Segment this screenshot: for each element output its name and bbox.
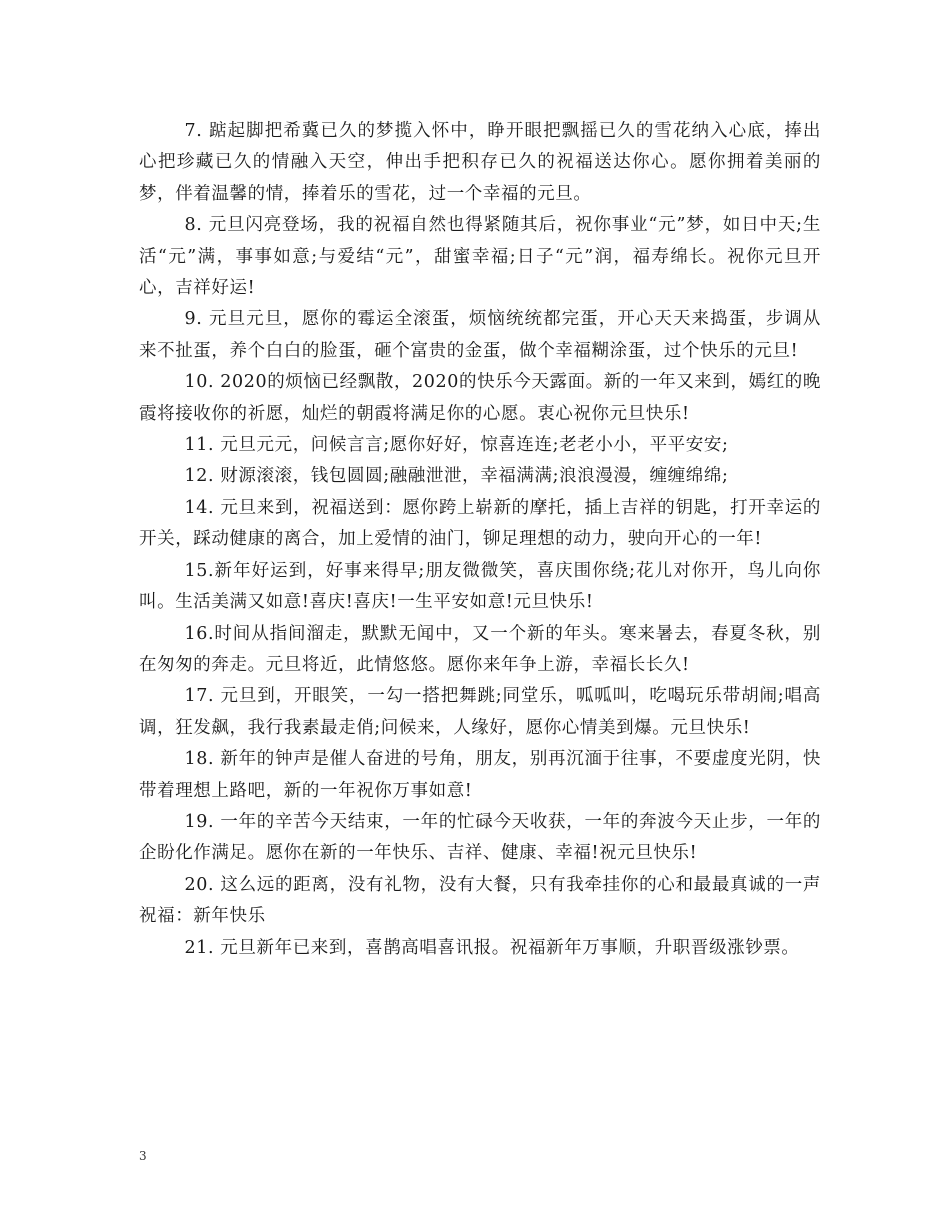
paragraph-11: 11. 元旦元元，问候言言;愿你好好，惊喜连连;老老小小，平平安安; — [184, 435, 729, 456]
paragraph-17: 17. 元旦到，开眼笑，一勾一搭把舞跳;同堂乐，呱呱叫，吃喝玩乐带胡闹;唱高调，狂发飙，我行我素最走俏;问候来，人缘好，愿你心情美到爆。元旦快乐! — [139, 686, 821, 738]
paragraph-16: 16.时间从指间溜走，默默无闻中，又一个新的年头。寒来暑去，春夏冬秋，别在匆匆的奔走。元旦将近，此情悠悠。愿你来年争上游，幸福长长久! — [139, 623, 821, 675]
paragraph-12: 12. 财源滚滚，钱包圆圆;融融泄泄，幸福满满;浪浪漫漫，缠缠绵绵; — [184, 466, 729, 487]
paragraph-19: 19. 一年的辛苦今天结束，一年的忙碌今天收获，一年的奔波今天止步，一年的企盼化作满足。愿你在新的一年快乐、吉祥、健康、幸福!祝元旦快乐! — [139, 811, 821, 864]
paragraph-10: 10. 2020的烦恼已经飘散，2020的快乐今天露面。新的一年又来到，嫣红的晚霞将接收你的祈愿，灿烂的朝霞将满足你的心愿。衷心祝你元旦快乐! — [139, 372, 821, 424]
paragraph-8: 8. 元旦闪亮登场，我的祝福自然也得紧随其后，祝你事业“元”梦，如日中天;生活“元”满，事事如意;与爱结“元”，甜蜜幸福;日子“元”润，福寿绵长。祝你元旦开心，吉祥好运! — [139, 215, 821, 299]
paragraph-18: 18. 新年的钟声是催人奋进的号角，朋友，别再沉湎于往事，不要虚度光阴，快带着理想上路吧，新的一年祝你万事如意! — [139, 749, 821, 801]
page-number: 3 — [139, 1149, 147, 1163]
paragraph-15: 15.新年好运到，好事来得早;朋友微微笑，喜庆围你绕;花儿对你开，鸟儿向你叫。生活美满又如意!喜庆!喜庆!一生平安如意!元旦快乐! — [139, 560, 821, 613]
paragraph-9: 9. 元旦元旦，愿你的霉运全滚蛋，烦恼统统都完蛋，开心天天来捣蛋，步调从来不扯蛋，养个白白的脸蛋，砸个富贵的金蛋，做个幸福糊涂蛋，过个快乐的元旦! — [139, 309, 821, 361]
paragraph-21: 21. 元旦新年已来到，喜鹊高唱喜讯报。祝福新年万事顺，升职晋级涨钞票。 — [184, 937, 800, 958]
paragraph-20: 20. 这么远的距离，没有礼物，没有大餐，只有我牵挂你的心和最最真诚的一声祝福：新年快乐 — [139, 874, 821, 927]
paragraph-14: 14. 元旦来到，祝福送到：愿你跨上崭新的摩托，插上吉祥的钥匙，打开幸运的开关，踩动健康的离合，加上爱情的油门，铆足理想的动力，驶向开心的一年! — [139, 497, 821, 550]
paragraph-7: 7. 踮起脚把希冀已久的梦揽入怀中，睁开眼把飘摇已久的雪花纳入心底，捧出心把珍藏已久的情融入天空，伸出手把积存已久的祝福送达你心。愿你拥着美丽的梦，伴着温馨的情，捧着乐的雪花，过一个幸福的元旦。 — [139, 121, 821, 204]
document-body — [139, 116, 821, 964]
